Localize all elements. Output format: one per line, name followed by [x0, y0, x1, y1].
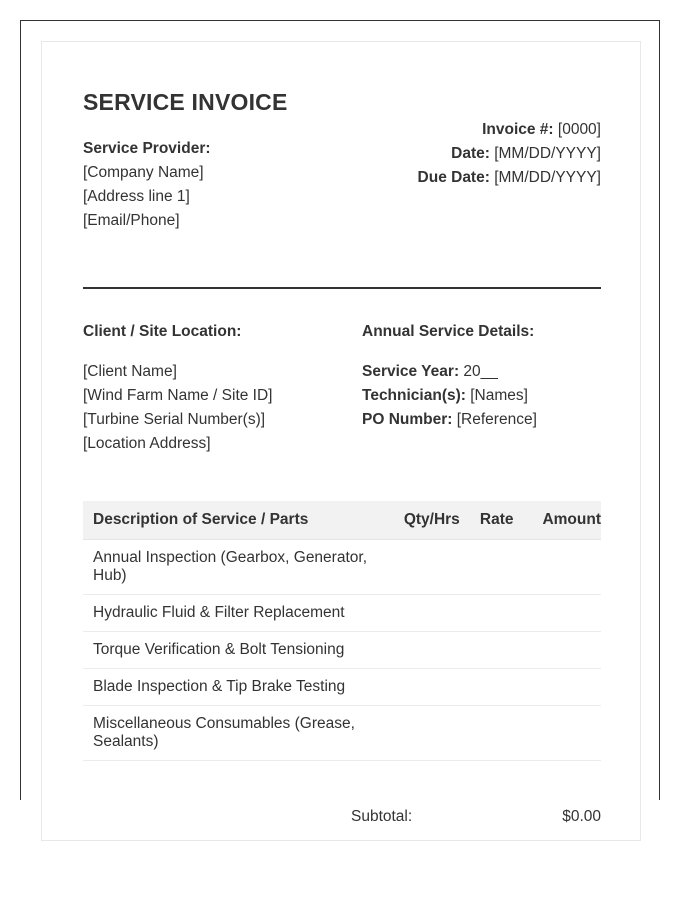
po-number-line: [362, 408, 537, 432]
service-year-line: [362, 360, 537, 384]
table-row: [83, 540, 601, 595]
service-year-label: Service Year:: [362, 363, 460, 380]
client-name: [Client Name]: [83, 363, 177, 380]
row-rate: [471, 632, 523, 669]
invoice-date-label: Date:: [451, 145, 490, 162]
po-number-value: [Reference]: [456, 411, 537, 428]
row-qty: [393, 540, 471, 595]
invoice-date-line: [418, 142, 601, 166]
technicians-line: [362, 384, 537, 408]
turbine-serial-numbers: [Turbine Serial Number(s)]: [83, 411, 266, 428]
invoice-title: SERVICE INVOICE: [83, 89, 288, 115]
service-year-value: 20__: [463, 363, 498, 380]
document-frame: [20, 20, 660, 825]
row-amount: [523, 540, 601, 595]
technicians-label: Technician(s):: [362, 387, 466, 404]
invoice-number-value: [0000]: [557, 121, 601, 138]
table-row: [83, 595, 601, 632]
row-qty: [393, 706, 471, 761]
row-rate: [471, 595, 523, 632]
row-amount: [523, 632, 601, 669]
header-amount: Amount: [523, 501, 601, 540]
invoice-date-value: [MM/DD/YYYY]: [494, 145, 601, 162]
due-date-line: [418, 166, 601, 190]
row-rate: [471, 540, 523, 595]
row-description: Torque Verification & Bolt Tensioning: [83, 632, 393, 669]
row-description: Annual Inspection (Gearbox, Generator, Hub): [83, 540, 393, 595]
row-qty: [393, 669, 471, 706]
table-row: [83, 706, 601, 761]
table-header-row: [83, 501, 601, 540]
technicians-value: [Names]: [470, 387, 528, 404]
row-amount: [523, 669, 601, 706]
provider-company-name: [Company Name]: [83, 164, 204, 181]
invoice-number-line: [418, 118, 601, 142]
annual-service-details-block: [362, 320, 537, 432]
provider-contact: [Email/Phone]: [83, 212, 180, 229]
row-rate: [471, 706, 523, 761]
row-description: Blade Inspection & Tip Brake Testing: [83, 669, 393, 706]
po-number-label: PO Number:: [362, 411, 453, 428]
row-rate: [471, 669, 523, 706]
wind-farm-site-id: [Wind Farm Name / Site ID]: [83, 387, 273, 404]
row-amount: [523, 706, 601, 761]
row-amount: [523, 595, 601, 632]
row-description: Miscellaneous Consumables (Grease, Sealants): [83, 706, 393, 761]
header-rate: Rate: [471, 501, 523, 540]
subtotal-value: $0.00: [562, 808, 601, 825]
provider-address: [Address line 1]: [83, 188, 190, 205]
client-heading: Client / Site Location:: [83, 323, 242, 340]
row-qty: [393, 632, 471, 669]
invoice-meta-block: [418, 118, 601, 190]
due-date-label: Due Date:: [417, 169, 490, 186]
details-heading: Annual Service Details:: [362, 323, 535, 340]
provider-heading: Service Provider:: [83, 140, 211, 157]
client-site-block: [83, 320, 272, 456]
service-provider-block: [83, 137, 211, 233]
invoice-paper: [41, 41, 641, 841]
header-qty-hrs: Qty/Hrs: [393, 501, 471, 540]
subtotal-label: Subtotal:: [351, 808, 413, 825]
table-row: [83, 669, 601, 706]
row-qty: [393, 595, 471, 632]
row-description: Hydraulic Fluid & Filter Replacement: [83, 595, 393, 632]
location-address: [Location Address]: [83, 435, 211, 452]
header-description: Description of Service / Parts: [83, 501, 393, 540]
table-row: [83, 632, 601, 669]
line-items-table: [83, 501, 601, 761]
header-divider: [83, 287, 601, 289]
invoice-number-label: Invoice #:: [482, 121, 554, 138]
due-date-value: [MM/DD/YYYY]: [494, 169, 601, 186]
